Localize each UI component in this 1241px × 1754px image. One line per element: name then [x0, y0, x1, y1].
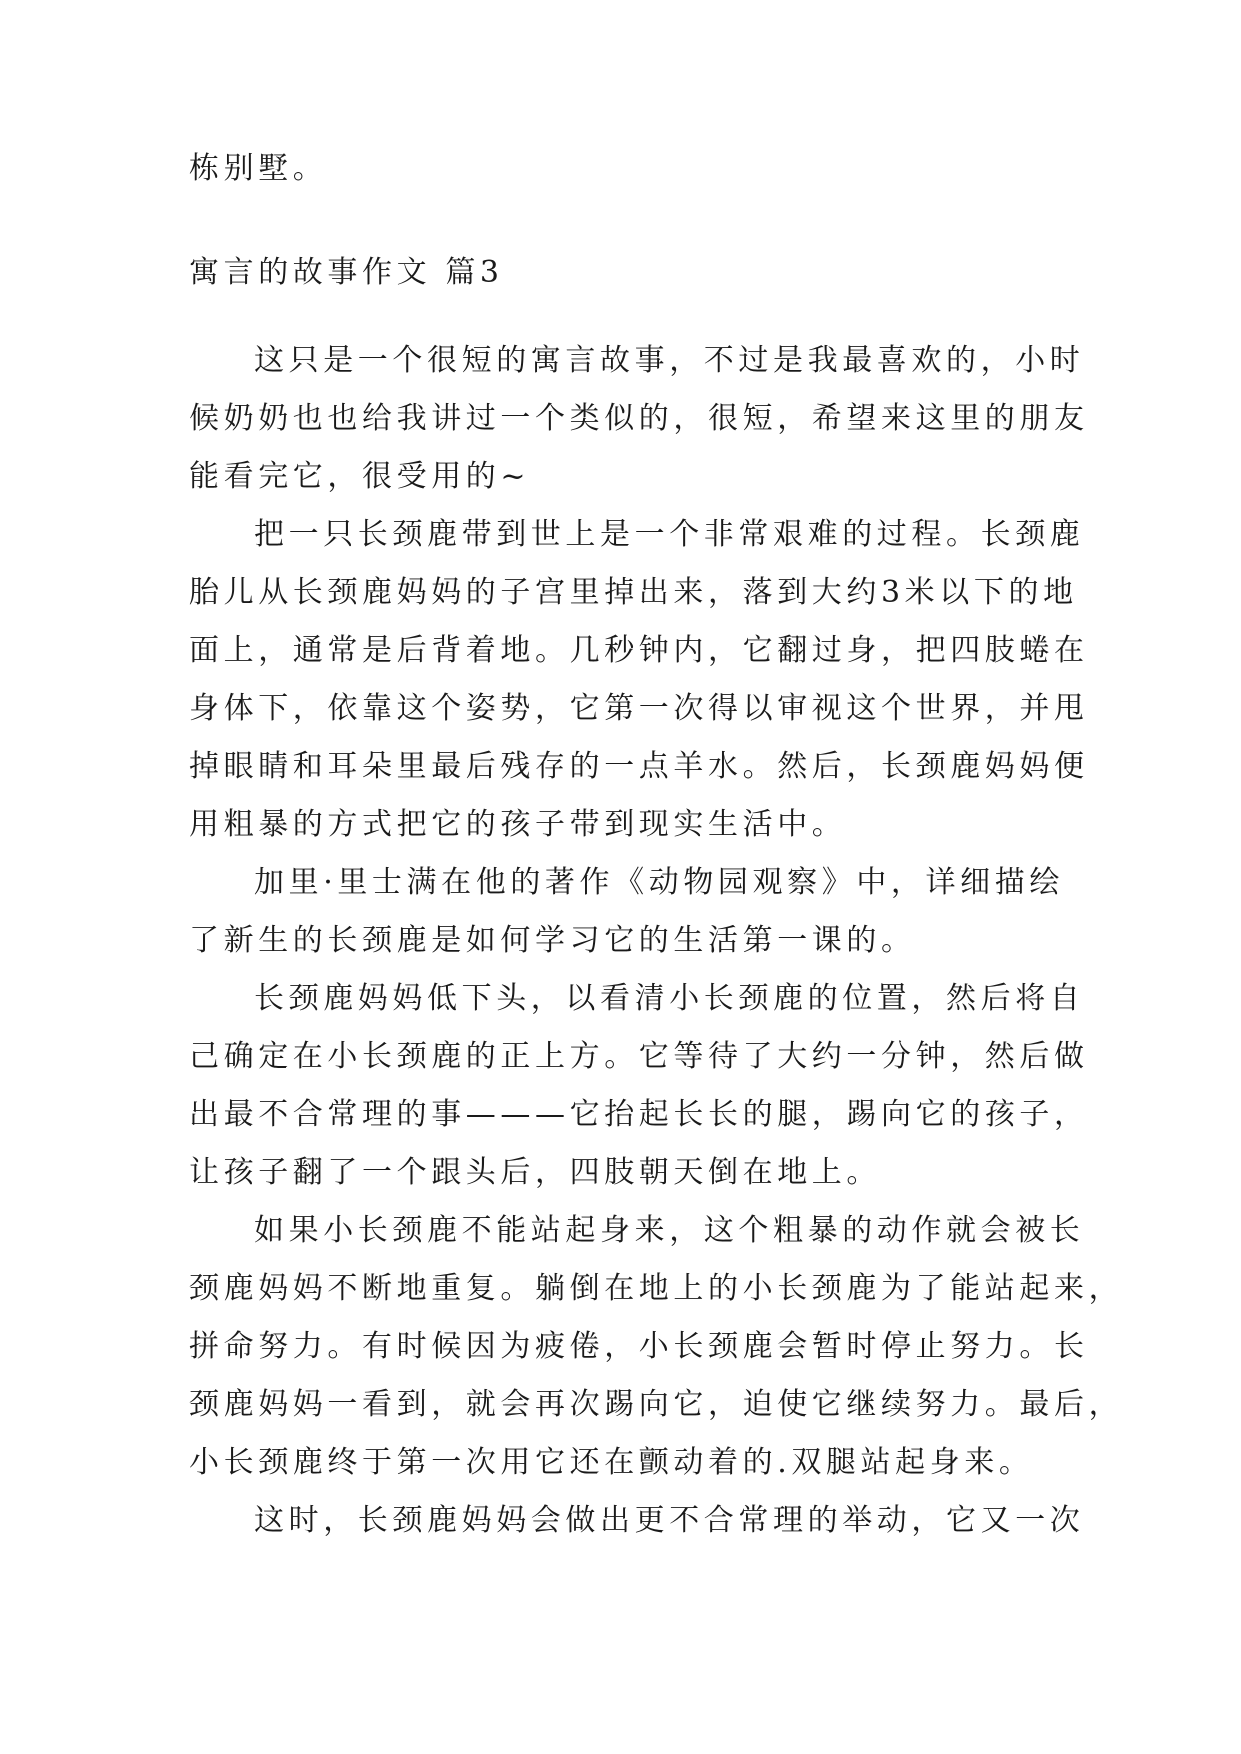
paragraph-line: 这只是一个很短的寓言故事，不过是我最喜欢的，小时: [254, 343, 1085, 378]
paragraph-line: 出最不合常理的事———它抬起长长的腿，踢向它的孩子，: [189, 1097, 1089, 1132]
paragraph-line: 面上，通常是后背着地。几秒钟内，它翻过身，把四肢蜷在: [189, 633, 1089, 668]
paragraph-line: 己确定在小长颈鹿的正上方。它等待了大约一分钟，然后做: [189, 1039, 1089, 1074]
paragraph-line: 加里·里士满在他的著作《动物园观察》中，详细描绘: [254, 865, 1064, 900]
paragraph-line: 了新生的长颈鹿是如何学习它的生活第一课的。: [189, 923, 916, 958]
paragraph-line: 候奶奶也也给我讲过一个类似的，很短，希望来这里的朋友: [189, 401, 1089, 436]
paragraph-line: 长颈鹿妈妈低下头，以看清小长颈鹿的位置，然后将自: [254, 981, 1085, 1016]
paragraph-line: 如果小长颈鹿不能站起身来，这个粗暴的动作就会被长: [254, 1213, 1085, 1248]
text-line: 栋别墅。: [189, 151, 328, 186]
paragraph-line: 掉眼睛和耳朵里最后残存的一点羊水。然后，长颈鹿妈妈便: [189, 749, 1089, 784]
paragraph-line: 能看完它，很受用的~: [189, 459, 531, 494]
section-heading: 寓言的故事作文 篇3: [189, 255, 504, 290]
paragraph-line: 用粗暴的方式把它的孩子带到现实生活中。: [189, 807, 847, 842]
paragraph-line: 颈鹿妈妈不断地重复。躺倒在地上的小长颈鹿为了能站起来，: [189, 1271, 1124, 1306]
paragraph-line: 把一只长颈鹿带到世上是一个非常艰难的过程。长颈鹿: [254, 517, 1085, 552]
paragraph-line: 胎儿从长颈鹿妈妈的子宫里掉出来，落到大约3米以下的地: [189, 575, 1078, 610]
paragraph-line: 这时，长颈鹿妈妈会做出更不合常理的举动，它又一次: [254, 1503, 1085, 1538]
paragraph-line: 颈鹿妈妈一看到，就会再次踢向它，迫使它继续努力。最后，: [189, 1387, 1124, 1422]
paragraph-line: 身体下，依靠这个姿势，它第一次得以审视这个世界，并甩: [189, 691, 1089, 726]
paragraph-line: 拼命努力。有时候因为疲倦，小长颈鹿会暂时停止努力。长: [189, 1329, 1089, 1364]
paragraph-line: 让孩子翻了一个跟头后，四肢朝天倒在地上。: [189, 1155, 881, 1190]
paragraph-line: 小长颈鹿终于第一次用它还在颤动着的.双腿站起身来。: [189, 1445, 1034, 1480]
